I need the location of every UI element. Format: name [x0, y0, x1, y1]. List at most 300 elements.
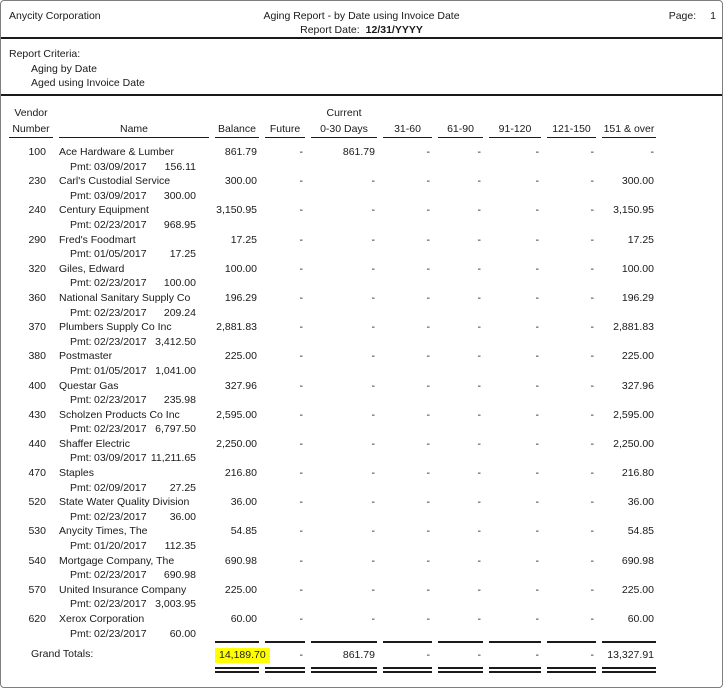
payment-line	[59, 218, 209, 233]
amount-future: -	[299, 262, 303, 275]
empty-cell	[383, 364, 432, 379]
amount-c31-60: -	[426, 233, 430, 246]
amount-balance: 327.96	[224, 379, 257, 392]
amount-future: -	[299, 379, 303, 392]
empty-cell	[438, 568, 483, 583]
payment-row	[9, 451, 656, 466]
empty-cell	[438, 160, 483, 175]
empty-cell	[311, 481, 377, 496]
empty-cell	[383, 422, 432, 437]
amount-balance: 2,881.83	[216, 321, 257, 334]
amount-c61-90: -	[477, 291, 481, 304]
report-criteria-heading: Report Criteria:	[9, 48, 81, 60]
payment-amount: 209.24	[163, 306, 196, 319]
empty-cell	[265, 597, 305, 612]
payment-row	[9, 160, 656, 175]
empty-cell	[215, 247, 259, 262]
empty-cell	[438, 627, 483, 642]
amount-c91-120: -	[535, 233, 539, 246]
vendor-number: 440	[28, 437, 46, 450]
header-0-30-days: 0-30 Days	[311, 119, 377, 138]
amount-c121-150: -	[590, 583, 594, 596]
payment-row	[9, 539, 656, 554]
empty-cell	[489, 160, 541, 175]
amount-c91-120: -	[535, 379, 539, 392]
empty-cell	[438, 189, 483, 204]
vendor-row	[9, 262, 656, 277]
amount-c0-30: -	[371, 467, 375, 480]
empty-cell	[265, 510, 305, 525]
payment-date: 02/23/2017	[94, 335, 147, 348]
amount-future: -	[299, 408, 303, 421]
empty-cell	[438, 364, 483, 379]
empty-cell	[215, 218, 259, 233]
payment-row-spacer	[9, 306, 53, 321]
payment-label: Pmt:	[70, 510, 92, 523]
amount-c61-90: -	[477, 262, 481, 275]
empty-cell	[311, 510, 377, 525]
empty-cell	[489, 451, 541, 466]
payment-row-spacer	[9, 218, 53, 233]
payment-amount: 235.98	[163, 394, 196, 407]
empty-cell	[547, 422, 596, 437]
amount-future: -	[299, 350, 303, 363]
payment-date: 01/20/2017	[94, 540, 147, 553]
empty-cell	[438, 335, 483, 350]
vendor-number: 370	[28, 321, 46, 334]
empty-cell	[438, 247, 483, 262]
empty-cell	[489, 568, 541, 583]
payment-date: 02/09/2017	[94, 481, 147, 494]
amount-future: -	[299, 146, 303, 158]
empty-cell	[438, 306, 483, 321]
vendor-name: National Sanitary Supply Co	[59, 291, 191, 304]
amount-balance: 690.98	[224, 554, 257, 567]
grand-total-future: -	[265, 641, 305, 667]
amount-c31-60: -	[426, 204, 430, 217]
amount-c0-30: -	[371, 525, 375, 538]
vendor-number: 290	[28, 233, 46, 246]
report-header	[1, 1, 722, 104]
page-label: Page:	[668, 10, 697, 22]
amount-future: -	[299, 525, 303, 538]
amount-c91-120: -	[535, 321, 539, 334]
grand-total-balance	[215, 641, 266, 667]
empty-cell	[311, 218, 377, 233]
report-date-label: Report Date:	[300, 24, 360, 36]
amount-c31-60: -	[426, 291, 430, 304]
empty-cell	[265, 276, 305, 291]
payment-label: Pmt:	[70, 364, 92, 377]
amount-c151-over: 196.29	[621, 291, 654, 304]
company-name: Anycity Corporation	[9, 10, 101, 22]
amount-c61-90: -	[477, 583, 481, 596]
empty-cell	[311, 451, 377, 466]
payment-label: Pmt:	[70, 569, 92, 582]
amount-c31-60: -	[426, 321, 430, 334]
payment-row	[9, 306, 656, 321]
amount-c61-90: -	[477, 233, 481, 246]
amount-future: -	[299, 467, 303, 480]
double-rule	[489, 667, 541, 675]
empty-cell	[265, 451, 305, 466]
amount-c61-90: -	[477, 525, 481, 538]
payment-label: Pmt:	[70, 306, 92, 319]
payment-line	[59, 481, 209, 496]
payment-label: Pmt:	[70, 598, 92, 611]
empty-cell	[489, 597, 541, 612]
empty-cell	[547, 218, 596, 233]
payment-amount: 300.00	[163, 189, 196, 202]
amount-c0-30: -	[371, 554, 375, 567]
grand-total-balance-highlight[interactable]: 14,189.70	[215, 648, 270, 663]
empty-cell	[547, 189, 596, 204]
amount-balance: 225.00	[224, 350, 257, 363]
payment-label: Pmt:	[70, 540, 92, 553]
payment-label: Pmt:	[70, 627, 92, 640]
payment-row-spacer	[9, 451, 53, 466]
empty-cell	[489, 627, 541, 642]
empty-cell	[489, 218, 541, 233]
payment-line	[59, 451, 209, 466]
vendor-number: 100	[28, 146, 46, 158]
empty-cell	[215, 160, 259, 175]
payment-row	[9, 247, 656, 262]
header-31-60: 31-60	[383, 119, 432, 138]
amount-c91-120: -	[535, 613, 539, 625]
empty-cell	[383, 539, 432, 554]
amount-c121-150: -	[590, 262, 594, 275]
amount-c61-90: -	[477, 350, 481, 363]
empty-cell	[438, 510, 483, 525]
header-121-150: 121-150	[547, 119, 596, 138]
empty-cell	[547, 627, 596, 642]
vendor-number: 540	[28, 554, 46, 567]
amount-c61-90: -	[477, 204, 481, 217]
vendor-name: Staples	[59, 467, 95, 480]
vendor-row	[9, 320, 656, 335]
grand-total-0-30: 861.79	[311, 641, 377, 667]
empty-cell	[265, 364, 305, 379]
empty-cell	[265, 422, 305, 437]
empty-cell	[602, 393, 656, 408]
empty-cell	[215, 597, 259, 612]
payment-line	[59, 160, 209, 175]
vendor-number: 230	[28, 175, 46, 188]
payment-line	[59, 247, 209, 262]
amount-balance: 225.00	[224, 583, 257, 596]
empty-cell	[547, 568, 596, 583]
amount-c31-60: -	[426, 554, 430, 567]
amount-c91-120: -	[535, 525, 539, 538]
page-number: 1	[710, 10, 716, 22]
vendor-row	[9, 437, 656, 452]
amount-c0-30: -	[371, 379, 375, 392]
empty-cell	[311, 597, 377, 612]
amount-c121-150: -	[590, 350, 594, 363]
amount-c61-90: -	[477, 408, 481, 421]
empty-cell	[383, 160, 432, 175]
amount-c61-90: -	[477, 379, 481, 392]
empty-cell	[547, 510, 596, 525]
grand-total-121-150: -	[547, 641, 596, 667]
amount-c0-30: 861.79	[342, 146, 375, 158]
table-header	[9, 104, 656, 138]
payment-row-spacer	[9, 189, 53, 204]
amount-c61-90: -	[477, 437, 481, 450]
amount-future: -	[299, 554, 303, 567]
payment-row	[9, 422, 656, 437]
grand-totals-row	[9, 641, 656, 667]
payment-label: Pmt:	[70, 481, 92, 494]
amount-c91-120: -	[535, 554, 539, 567]
payment-row	[9, 510, 656, 525]
vendor-name: State Water Quality Division	[59, 496, 190, 509]
empty-cell	[215, 276, 259, 291]
empty-cell	[383, 510, 432, 525]
header-divider	[1, 37, 722, 39]
empty-cell	[547, 276, 596, 291]
empty-cell	[602, 451, 656, 466]
amount-balance: 60.00	[230, 613, 257, 625]
payment-date: 01/05/2017	[94, 364, 147, 377]
amount-c31-60: -	[426, 350, 430, 363]
empty-cell	[215, 451, 259, 466]
vendor-name: Century Equipment	[59, 204, 149, 217]
vendor-name: Ace Hardware & Lumber	[59, 146, 174, 158]
amount-c91-120: -	[535, 496, 539, 509]
header-vendor-number: Number	[9, 119, 53, 138]
amount-c0-30: -	[371, 291, 375, 304]
amount-c91-120: -	[535, 146, 539, 158]
vendor-name: United Insurance Company	[59, 583, 187, 596]
amount-c121-150: -	[590, 525, 594, 538]
amount-c91-120: -	[535, 262, 539, 275]
amount-future: -	[299, 496, 303, 509]
empty-cell	[311, 393, 377, 408]
vendor-number: 430	[28, 408, 46, 421]
empty-cell	[311, 189, 377, 204]
payment-row	[9, 627, 656, 642]
vendor-name: Fred's Foodmart	[59, 233, 136, 246]
empty-cell	[383, 247, 432, 262]
amount-c151-over: 216.80	[621, 467, 654, 480]
amount-balance: 36.00	[230, 496, 257, 509]
payment-date: 02/23/2017	[94, 598, 147, 611]
vendor-number: 620	[28, 613, 46, 625]
amount-c91-120: -	[535, 408, 539, 421]
double-rule	[265, 667, 305, 675]
amount-c121-150: -	[590, 613, 594, 625]
payment-row	[9, 481, 656, 496]
header-151-over: 151 & over	[602, 119, 656, 138]
payment-row-spacer	[9, 393, 53, 408]
amount-c151-over: 2,881.83	[613, 321, 654, 334]
report-date-line	[1, 24, 722, 36]
payment-label: Pmt:	[70, 277, 92, 290]
amount-c31-60: -	[426, 467, 430, 480]
payment-label: Pmt:	[70, 218, 92, 231]
amount-c0-30: -	[371, 262, 375, 275]
header-name: Name	[59, 119, 209, 138]
amount-c151-over: 54.85	[627, 525, 654, 538]
payment-date: 02/23/2017	[94, 306, 147, 319]
empty-cell	[489, 539, 541, 554]
payment-label: Pmt:	[70, 394, 92, 407]
empty-cell	[547, 597, 596, 612]
amount-c61-90: -	[477, 554, 481, 567]
payment-amount: 1,041.00	[155, 364, 196, 377]
payment-line	[59, 597, 209, 612]
payment-row-spacer	[9, 627, 53, 642]
empty-cell	[215, 306, 259, 321]
empty-cell	[311, 247, 377, 262]
empty-cell	[489, 306, 541, 321]
empty-cell	[602, 481, 656, 496]
amount-c31-60: -	[426, 437, 430, 450]
amount-balance: 216.80	[224, 467, 257, 480]
amount-c61-90: -	[477, 496, 481, 509]
amount-c0-30: -	[371, 408, 375, 421]
payment-amount: 36.00	[169, 510, 196, 523]
payment-amount: 17.25	[169, 248, 196, 261]
payment-amount: 3,003.95	[155, 598, 196, 611]
empty-cell	[547, 335, 596, 350]
payment-amount: 968.95	[163, 218, 196, 231]
empty-cell	[602, 364, 656, 379]
empty-cell	[602, 276, 656, 291]
report-title: Aging Report - by Date using Invoice Date	[263, 10, 460, 22]
empty-cell	[265, 218, 305, 233]
amount-c61-90: -	[477, 613, 481, 625]
amount-c91-120: -	[535, 583, 539, 596]
amount-c0-30: -	[371, 437, 375, 450]
payment-label: Pmt:	[70, 189, 92, 202]
payment-line	[59, 276, 209, 291]
amount-c151-over: 2,595.00	[613, 408, 654, 421]
amount-c0-30: -	[371, 350, 375, 363]
payment-label: Pmt:	[70, 452, 92, 465]
vendor-name: Postmaster	[59, 350, 113, 363]
vendor-row	[9, 524, 656, 539]
empty-cell	[602, 627, 656, 642]
aging-table	[3, 104, 662, 675]
amount-c0-30: -	[371, 233, 375, 246]
empty-cell	[438, 481, 483, 496]
amount-c61-90: -	[477, 467, 481, 480]
payment-date: 02/23/2017	[94, 510, 147, 523]
empty-cell	[438, 393, 483, 408]
empty-cell	[265, 160, 305, 175]
empty-cell	[215, 335, 259, 350]
vendor-number: 400	[28, 379, 46, 392]
header-current-line1: Current	[326, 107, 362, 119]
amount-future: -	[299, 583, 303, 596]
empty-cell	[602, 218, 656, 233]
vendor-row	[9, 554, 656, 569]
empty-cell	[489, 422, 541, 437]
amount-c121-150: -	[590, 291, 594, 304]
amount-c91-120: -	[535, 175, 539, 188]
amount-balance: 196.29	[224, 291, 257, 304]
payment-amount: 100.00	[163, 277, 196, 290]
header-balance: Balance	[215, 119, 259, 138]
vendor-row	[9, 408, 656, 423]
amount-c0-30: -	[371, 175, 375, 188]
payment-amount: 27.25	[169, 481, 196, 494]
payment-row	[9, 276, 656, 291]
payment-label: Pmt:	[70, 248, 92, 261]
empty-cell	[383, 218, 432, 233]
payment-line	[59, 393, 209, 408]
payment-line	[59, 364, 209, 379]
amount-c121-150: -	[590, 408, 594, 421]
amount-c151-over: 225.00	[621, 350, 654, 363]
empty-cell	[489, 510, 541, 525]
amount-c31-60: -	[426, 583, 430, 596]
empty-cell	[602, 160, 656, 175]
empty-cell	[602, 189, 656, 204]
amount-c151-over: 690.98	[621, 554, 654, 567]
empty-cell	[383, 306, 432, 321]
grand-total-61-90: -	[438, 641, 483, 667]
grand-totals-section	[9, 641, 656, 675]
empty-cell	[438, 539, 483, 554]
amount-c151-over: 100.00	[621, 262, 654, 275]
report-date-value: 12/31/YYYY	[365, 24, 423, 36]
payment-label: Pmt:	[70, 423, 92, 436]
payment-label: Pmt:	[70, 160, 92, 173]
amount-c91-120: -	[535, 350, 539, 363]
payment-row-spacer	[9, 364, 53, 379]
empty-cell	[215, 568, 259, 583]
amount-c91-120: -	[535, 291, 539, 304]
empty-cell	[311, 364, 377, 379]
amount-c0-30: -	[371, 583, 375, 596]
header-spacer	[9, 138, 656, 145]
amount-c151-over: 3,150.95	[613, 204, 654, 217]
amount-balance: 100.00	[224, 262, 257, 275]
vendor-row	[9, 583, 656, 598]
double-rule	[311, 667, 377, 675]
payment-line	[59, 539, 209, 554]
empty-cell	[547, 539, 596, 554]
amount-balance: 2,595.00	[216, 408, 257, 421]
amount-c31-60: -	[426, 408, 430, 421]
amount-future: -	[299, 233, 303, 246]
payment-row-spacer	[9, 568, 53, 583]
empty-cell	[215, 364, 259, 379]
criteria-divider	[1, 94, 722, 96]
payment-row-spacer	[9, 422, 53, 437]
amount-c151-over: 300.00	[621, 175, 654, 188]
amount-balance: 3,150.95	[216, 204, 257, 217]
empty-cell	[383, 335, 432, 350]
vendor-number: 520	[28, 496, 46, 509]
amount-c91-120: -	[535, 437, 539, 450]
amount-c0-30: -	[371, 496, 375, 509]
empty-cell	[383, 627, 432, 642]
vendor-number: 470	[28, 467, 46, 480]
empty-cell	[489, 247, 541, 262]
vendor-row	[9, 379, 656, 394]
payment-row-spacer	[9, 481, 53, 496]
amount-future: -	[299, 175, 303, 188]
empty-cell	[489, 276, 541, 291]
vendor-name: Anycity Times, The	[59, 525, 148, 538]
vendor-number: 360	[28, 291, 46, 304]
empty-cell	[602, 306, 656, 321]
